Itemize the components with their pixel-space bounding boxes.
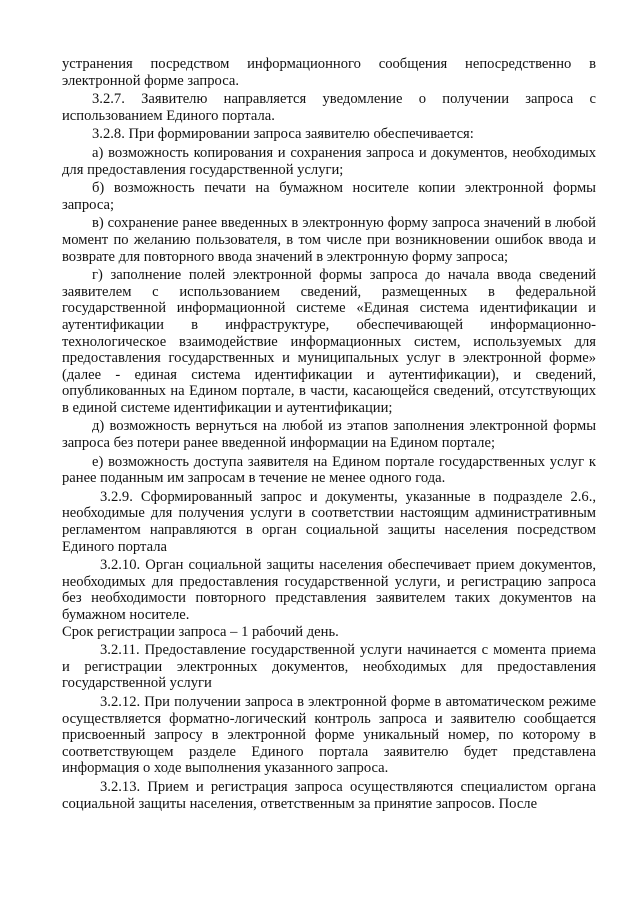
list-item-e: е) возможность доступа заявителя на Едином портале государственных услуг к ранее поданным им запросам в течение не менее одного года.	[62, 453, 596, 487]
paragraph-3-2-12: 3.2.12. При получении запроса в электронной форме в автоматическом режиме осуществляется форматно-логический контроль запроса и заявителю сообщается присвоенный запросу в электронной форме уникальный номер, по которому в соответствующем разделе Единого портала заявителю будет представлена информация о ходе выполнения указанного запроса.	[62, 693, 596, 777]
paragraph-3-2-9: 3.2.9. Сформированный запрос и документы, указанные в подразделе 2.6., необходимые для получения услуги в соответствии настоящим административным регламентом направляются в орган социальной защиты населения посредством Единого портала	[62, 488, 596, 555]
paragraph-continuation: устранения посредством информационного сообщения непосредственно в электронной форме запроса.	[62, 56, 596, 89]
paragraph-3-2-10: 3.2.10. Орган социальной защиты населения обеспечивает прием документов, необходимых для предоставления государственной услуги, и регистрацию запроса без необходимости повторного представления заявителем таких документов на бумажном носителе.	[62, 557, 596, 623]
paragraph-3-2-7: 3.2.7. Заявителю направляется уведомление о получении запроса с использованием Единого портала.	[62, 91, 596, 124]
paragraph-3-2-13: 3.2.13. Прием и регистрация запроса осуществляются специалистом органа социальной защиты населения, ответственным за принятие запросов. После	[62, 778, 596, 812]
list-item-g: г) заполнение полей электронной формы запроса до начала ввода сведений заявителем с использованием сведений, размещенных в федеральной государственной информационной системе «Единая система идентификации и аутентификации в инфраструктуре, обеспечивающей информационно-технологическое взаимодействие информационных систем, используемых для предоставления государственных и муниципальных услуг в электронной форме» (далее - единая система идентификации и аутентификации), и сведений, опубликованных на Едином портале, в части, касающейся сведений, отсутствующих в единой системе идентификации и аутентификации;	[62, 267, 596, 416]
paragraph-3-2-11: 3.2.11. Предоставление государственной услуги начинается с момента приема и регистрации электронных документов, необходимых для предоставления государственной услуги	[62, 642, 596, 692]
list-item-v: в) сохранение ранее введенных в электронную форму запроса значений в любой момент по желанию пользователя, в том числе при возникновении ошибок ввода и возврате для повторного ввода значений в электронную форму запроса;	[62, 215, 596, 265]
list-item-d: д) возможность вернуться на любой из этапов заполнения электронной формы запроса без потери ранее введенной информации на Едином портале;	[62, 418, 596, 452]
list-item-a: а) возможность копирования и сохранения запроса и документов, необходимых для предоставления государственной услуги;	[62, 144, 596, 178]
list-item-b: б) возможность печати на бумажном носителе копии электронной формы запроса;	[62, 180, 596, 213]
paragraph-3-2-8: 3.2.8. При формировании запроса заявителю обеспечивается:	[92, 126, 474, 143]
registration-deadline: Срок регистрации запроса – 1 рабочий день.	[62, 623, 339, 640]
